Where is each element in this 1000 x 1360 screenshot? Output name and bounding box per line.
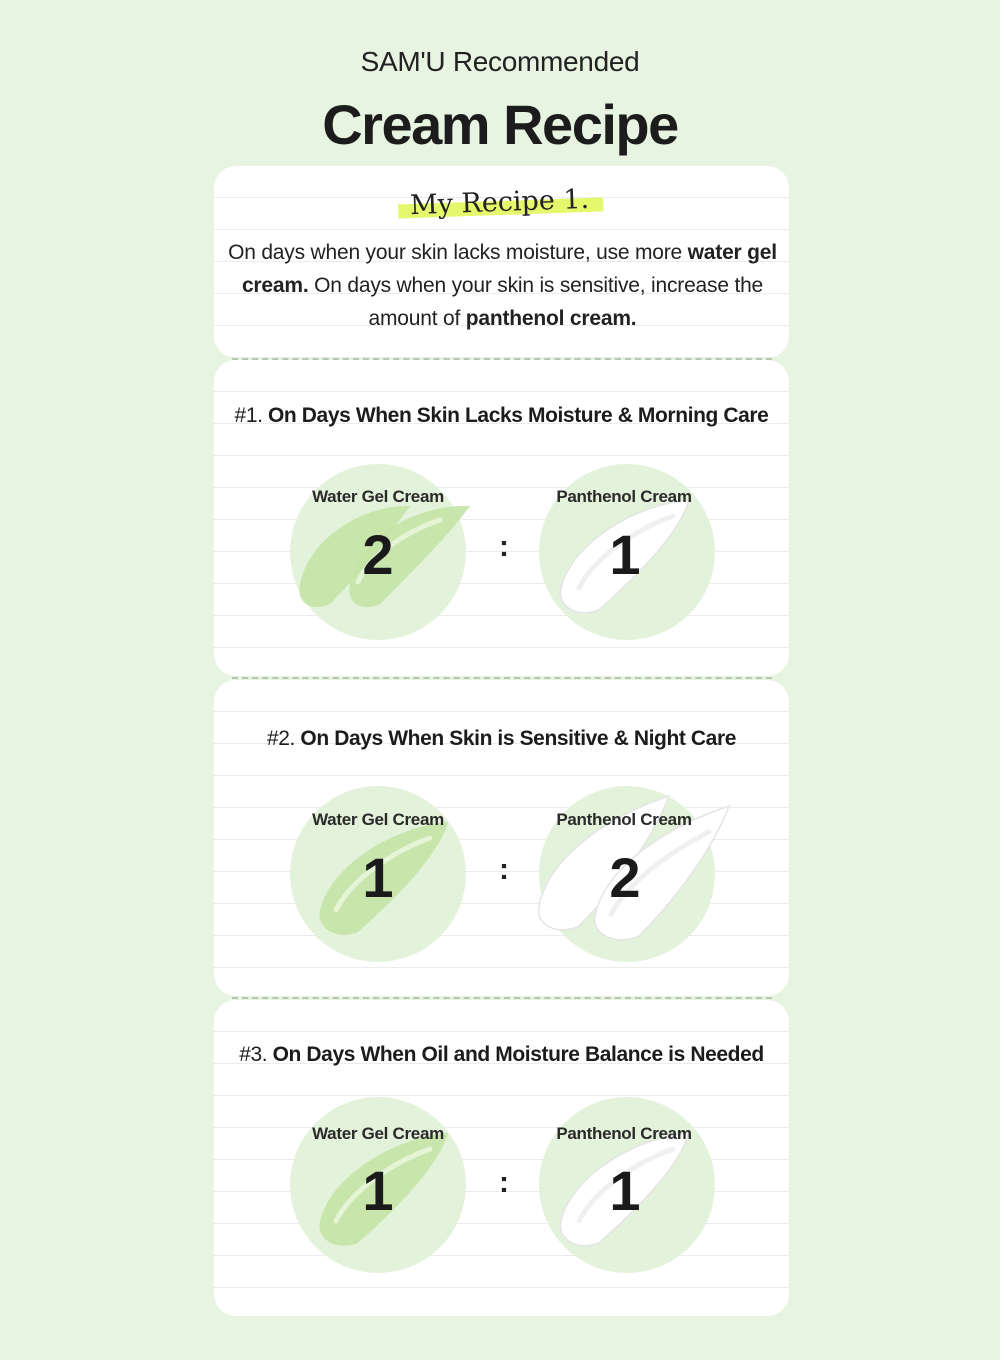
dashed-divider xyxy=(232,358,772,360)
water-gel-label: Water Gel Cream xyxy=(312,487,444,506)
water-gel-label: Water Gel Cream xyxy=(312,1124,444,1143)
ratio-separator: : xyxy=(499,530,509,563)
header-subtitle: SAM'U Recommended xyxy=(360,46,640,77)
panthenol-ratio: 1 xyxy=(609,523,641,586)
section-title-3 xyxy=(214,1043,789,1067)
recipe-label xyxy=(0,183,1000,222)
panthenol-label: Panthenol Cream xyxy=(556,1124,692,1143)
water-gel-ratio: 1 xyxy=(362,846,394,909)
water-gel-ratio: 2 xyxy=(362,523,394,586)
panthenol-ratio: 1 xyxy=(609,1159,641,1222)
intro-part-2: On days when your skin is sensitive, increase the amount of xyxy=(308,274,764,330)
ratio-separator: : xyxy=(499,1166,509,1199)
panthenol-ratio: 2 xyxy=(609,846,641,909)
intro-bold-panthenol: panthenol cream. xyxy=(465,307,637,330)
section-number: #3. xyxy=(239,1043,268,1066)
section-number: #2. xyxy=(266,727,295,750)
panthenol-label: Panthenol Cream xyxy=(556,487,692,506)
section-heading: On Days When Oil and Moisture Balance is Needed xyxy=(272,1043,764,1066)
section-heading: On Days When Skin is Sensitive & Night Care xyxy=(300,727,737,750)
water-gel-ratio: 1 xyxy=(362,1159,394,1222)
dashed-divider xyxy=(232,997,772,999)
section-title-1 xyxy=(214,404,789,428)
recipe-label-text: My Recipe 1. xyxy=(402,183,598,224)
water-gel-label: Water Gel Cream xyxy=(312,810,444,829)
page-title: Cream Recipe xyxy=(322,93,678,156)
intro-part-1: On days when your skin lacks moisture, use more xyxy=(228,241,688,264)
recipe-intro-text xyxy=(225,236,780,335)
intro-bold-water-gel: water gel cream. xyxy=(241,241,777,297)
section-number: #1. xyxy=(234,404,263,427)
panthenol-label: Panthenol Cream xyxy=(556,810,692,829)
dashed-divider xyxy=(232,677,772,679)
ratio-separator: : xyxy=(499,853,509,886)
section-heading: On Days When Skin Lacks Moisture & Morning Care xyxy=(267,404,769,427)
section-title-2 xyxy=(214,727,789,751)
